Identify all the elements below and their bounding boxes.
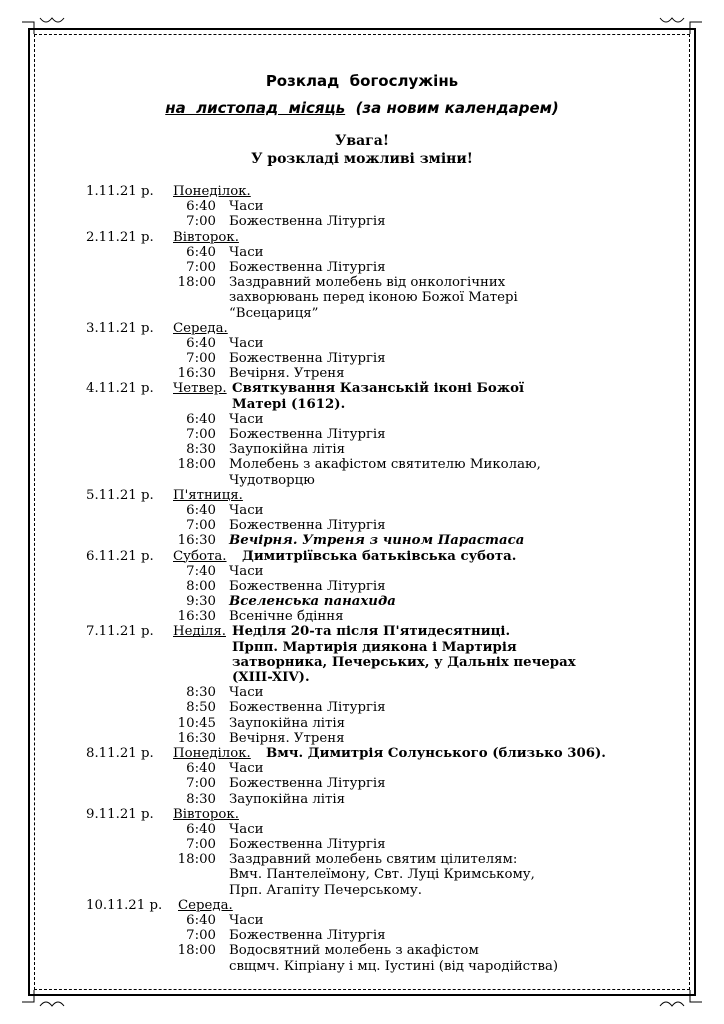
service-time: 16:30 bbox=[177, 366, 216, 382]
schedule-day bbox=[86, 184, 646, 230]
service-name: Божественна Літургія bbox=[229, 578, 386, 594]
service-time: 7:00 bbox=[186, 214, 216, 230]
day-header bbox=[86, 321, 646, 336]
day-date: 7.11.21 р. bbox=[86, 624, 154, 640]
service-time: 18:00 bbox=[177, 457, 216, 473]
day-feast: Вмч. Димитрія Солунського (близько 306). bbox=[266, 745, 606, 761]
service-row bbox=[86, 336, 646, 351]
service-name: Вечірня. Утреня bbox=[229, 366, 345, 382]
service-name: Божественна Літургія bbox=[229, 837, 386, 853]
service-text: Прп. Агапіту Печерському. bbox=[229, 882, 422, 898]
service-text: Вмч. Пантелеїмону, Свт. Луці Кримському, bbox=[229, 867, 535, 883]
month-label: на листопад місяць bbox=[165, 99, 346, 117]
service-row bbox=[86, 457, 646, 472]
schedule-day bbox=[86, 549, 646, 625]
service-row bbox=[86, 533, 646, 548]
service-row bbox=[86, 579, 646, 594]
service-time: 16:30 bbox=[177, 533, 216, 549]
service-time: 7:00 bbox=[186, 776, 216, 792]
service-row bbox=[86, 427, 646, 442]
service-continuation bbox=[86, 867, 646, 882]
day-feast: Святкування Казанській іконі Божої bbox=[232, 381, 525, 397]
service-time: 6:40 bbox=[186, 761, 216, 777]
service-row bbox=[86, 776, 646, 791]
day-header bbox=[86, 624, 646, 639]
service-continuation bbox=[86, 883, 646, 898]
service-time: 7:00 bbox=[186, 928, 216, 944]
day-date: 9.11.21 р. bbox=[86, 806, 154, 822]
day-header bbox=[86, 488, 646, 503]
day-feast: Неділя 20-та після П'ятидесятниці. bbox=[232, 624, 511, 640]
service-time: 8:30 bbox=[186, 442, 216, 458]
notice-heading: Увага! bbox=[335, 133, 389, 149]
service-row bbox=[86, 731, 646, 746]
service-name: Божественна Літургія bbox=[229, 351, 386, 367]
service-name: Вечірня. Утреня bbox=[229, 730, 345, 746]
schedule-day bbox=[86, 624, 646, 746]
service-row bbox=[86, 716, 646, 731]
service-time: 6:40 bbox=[186, 199, 216, 215]
service-time: 8:50 bbox=[186, 700, 216, 716]
schedule-day bbox=[86, 488, 646, 549]
day-header bbox=[86, 746, 646, 761]
service-row bbox=[86, 822, 646, 837]
service-name: Заупокійна літія bbox=[229, 791, 346, 807]
service-name: Часи bbox=[229, 821, 264, 837]
service-time: 6:40 bbox=[186, 913, 216, 928]
calendar-note: (за новим календарем) bbox=[355, 99, 559, 117]
service-text: Чудотворцю bbox=[229, 472, 315, 488]
service-time: 8:00 bbox=[186, 578, 216, 594]
day-header bbox=[86, 230, 646, 245]
service-row bbox=[86, 761, 646, 776]
feast-text: затворника, Печерських, у Дальніх печерах bbox=[232, 654, 576, 670]
day-date: 5.11.21 р. bbox=[86, 487, 154, 503]
service-row bbox=[86, 594, 646, 609]
service-row bbox=[86, 412, 646, 427]
service-name: Часи bbox=[229, 244, 264, 260]
service-time: 18:00 bbox=[177, 852, 216, 868]
day-feast: Димитріївська батьківська субота. bbox=[242, 548, 517, 564]
day-date: 8.11.21 р. bbox=[86, 745, 154, 761]
schedule-day bbox=[86, 807, 646, 898]
schedule-day bbox=[86, 746, 646, 807]
page-title: Розклад богослужінь bbox=[265, 72, 459, 90]
service-time: 16:30 bbox=[177, 730, 216, 746]
service-time: 16:30 bbox=[177, 609, 216, 625]
day-weekday: Вівторок. bbox=[173, 229, 239, 245]
schedule-day bbox=[86, 898, 646, 974]
day-weekday: Неділя. bbox=[173, 624, 226, 640]
feast-continuation bbox=[86, 640, 646, 655]
feast-continuation bbox=[86, 397, 646, 412]
service-row bbox=[86, 518, 646, 533]
service-name: Божественна Літургія bbox=[229, 776, 386, 792]
service-name: Часи bbox=[229, 913, 264, 928]
service-continuation bbox=[86, 473, 646, 488]
service-continuation bbox=[86, 290, 646, 305]
service-name: Часи bbox=[229, 411, 264, 427]
page-subtitle bbox=[0, 99, 724, 117]
service-time: 6:40 bbox=[186, 411, 216, 427]
service-row bbox=[86, 609, 646, 624]
day-date: 3.11.21 р. bbox=[86, 320, 154, 336]
service-row bbox=[86, 837, 646, 852]
day-weekday: Вівторок. bbox=[173, 806, 239, 822]
day-weekday: Четвер. bbox=[173, 381, 227, 397]
service-text: “Всецариця” bbox=[229, 305, 319, 321]
service-time: 18:00 bbox=[177, 275, 216, 291]
day-header bbox=[86, 184, 646, 199]
service-row bbox=[86, 245, 646, 260]
service-time: 8:30 bbox=[186, 685, 216, 701]
feast-continuation bbox=[86, 670, 646, 685]
schedule-day bbox=[86, 321, 646, 382]
service-row bbox=[86, 503, 646, 518]
service-name: Заздравний молебень від онкологічних bbox=[229, 275, 506, 291]
service-name: Водосвятний молебень з акафістом bbox=[229, 943, 479, 959]
day-date: 6.11.21 р. bbox=[86, 548, 154, 564]
service-time: 7:00 bbox=[186, 351, 216, 367]
service-row bbox=[86, 275, 646, 290]
day-weekday: Субота. bbox=[173, 548, 227, 564]
service-name: Божественна Літургія bbox=[229, 427, 386, 442]
service-name: Божественна Літургія bbox=[229, 928, 386, 944]
service-name: Часи bbox=[229, 199, 264, 215]
day-date: 4.11.21 р. bbox=[86, 381, 154, 397]
day-weekday: П'ятниця. bbox=[173, 487, 243, 503]
service-row bbox=[86, 852, 646, 867]
service-time: 7:00 bbox=[186, 518, 216, 534]
day-weekday: Середа. bbox=[173, 320, 228, 336]
day-header bbox=[86, 549, 646, 564]
service-row bbox=[86, 943, 646, 958]
service-row bbox=[86, 351, 646, 366]
service-row bbox=[86, 260, 646, 275]
day-header bbox=[86, 898, 646, 913]
service-time: 7:00 bbox=[186, 427, 216, 442]
day-weekday: Понеділок. bbox=[173, 184, 251, 199]
service-time: 6:40 bbox=[186, 502, 216, 518]
service-row bbox=[86, 792, 646, 807]
service-name: Часи bbox=[229, 685, 264, 701]
day-header bbox=[86, 807, 646, 822]
service-name: Вселенська панахида bbox=[229, 594, 396, 610]
schedule-day bbox=[86, 230, 646, 321]
service-name: Божественна Літургія bbox=[229, 700, 386, 716]
service-time: 7:40 bbox=[186, 563, 216, 579]
service-text: свщмч. Кіпріану і мц. Іустині (від чародійства) bbox=[229, 958, 559, 974]
day-date: 10.11.21 р. bbox=[86, 897, 163, 913]
service-name: Всенічне бдіння bbox=[229, 609, 344, 625]
service-continuation bbox=[86, 306, 646, 321]
service-row bbox=[86, 564, 646, 579]
service-name: Заупокійна літія bbox=[229, 442, 346, 458]
day-date: 2.11.21 р. bbox=[86, 229, 154, 245]
service-time: 8:30 bbox=[186, 791, 216, 807]
service-time: 6:40 bbox=[186, 821, 216, 837]
service-time: 6:40 bbox=[186, 335, 216, 351]
feast-text: Матері (1612). bbox=[232, 396, 346, 412]
service-name: Молебень з акафістом святителю Миколаю, bbox=[229, 457, 541, 473]
service-name: Заупокійна літія bbox=[229, 715, 346, 731]
day-weekday: Понеділок. bbox=[173, 745, 251, 761]
day-weekday: Середа. bbox=[178, 897, 233, 913]
service-time: 6:40 bbox=[186, 244, 216, 260]
service-row bbox=[86, 442, 646, 457]
service-row bbox=[86, 366, 646, 381]
service-name: Вечірня. Утреня з чином Парастаса bbox=[229, 533, 525, 549]
service-time: 7:00 bbox=[186, 259, 216, 275]
service-row bbox=[86, 199, 646, 214]
service-name: Божественна Літургія bbox=[229, 214, 386, 230]
service-time: 7:00 bbox=[186, 837, 216, 853]
service-name: Божественна Літургія bbox=[229, 518, 386, 534]
service-row bbox=[86, 928, 646, 943]
feast-text: Прпп. Мартирія диякона і Мартирія bbox=[232, 639, 517, 655]
service-row bbox=[86, 913, 646, 928]
service-row bbox=[86, 700, 646, 715]
schedule bbox=[86, 184, 646, 974]
service-row bbox=[86, 685, 646, 700]
day-header bbox=[86, 381, 646, 396]
service-name: Часи bbox=[229, 761, 264, 777]
feast-text: (XIII-XIV). bbox=[232, 670, 310, 685]
service-text: захворювань перед іконою Божої Матері bbox=[229, 290, 518, 306]
service-time: 9:30 bbox=[186, 594, 216, 610]
service-name: Заздравний молебень святим цілителям: bbox=[229, 852, 518, 868]
service-row bbox=[86, 214, 646, 229]
notice-text: У розкладі можливі зміни! bbox=[251, 151, 473, 167]
schedule-day bbox=[86, 381, 646, 487]
service-name: Часи bbox=[229, 563, 264, 579]
feast-continuation bbox=[86, 655, 646, 670]
service-time: 18:00 bbox=[177, 943, 216, 959]
day-date: 1.11.21 р. bbox=[86, 184, 154, 199]
service-name: Часи bbox=[229, 335, 264, 351]
service-name: Божественна Літургія bbox=[229, 259, 386, 275]
service-name: Часи bbox=[229, 502, 264, 518]
service-time: 10:45 bbox=[177, 715, 216, 731]
service-continuation bbox=[86, 959, 646, 974]
